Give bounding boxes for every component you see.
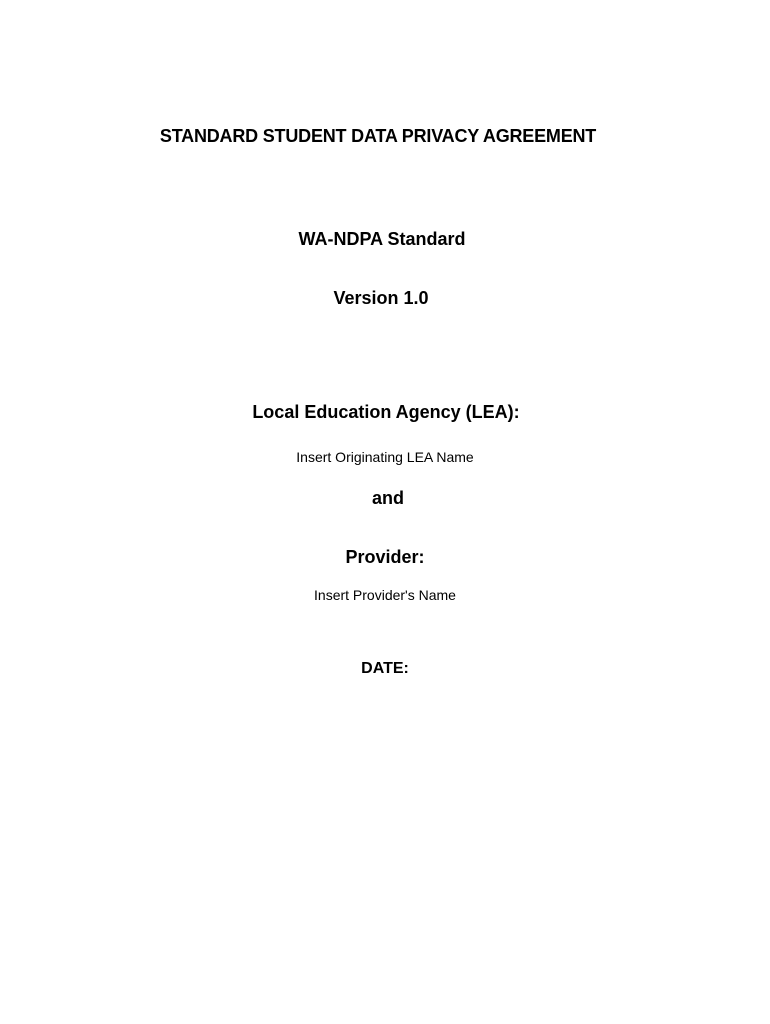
date-label: DATE: [361, 660, 409, 677]
conjunction-and: and [371, 488, 404, 508]
lea-heading: Local Education Agency (LEA): [252, 402, 520, 422]
lea-name-placeholder: Insert Originating LEA Name [296, 449, 474, 465]
document-title: STANDARD STUDENT DATA PRIVACY AGREEMENT [159, 126, 597, 146]
document-standard: WA-NDPA Standard [298, 229, 466, 249]
provider-heading: Provider: [345, 547, 425, 567]
document-version: Version 1.0 [333, 288, 429, 308]
provider-name-placeholder: Insert Provider's Name [314, 587, 456, 603]
